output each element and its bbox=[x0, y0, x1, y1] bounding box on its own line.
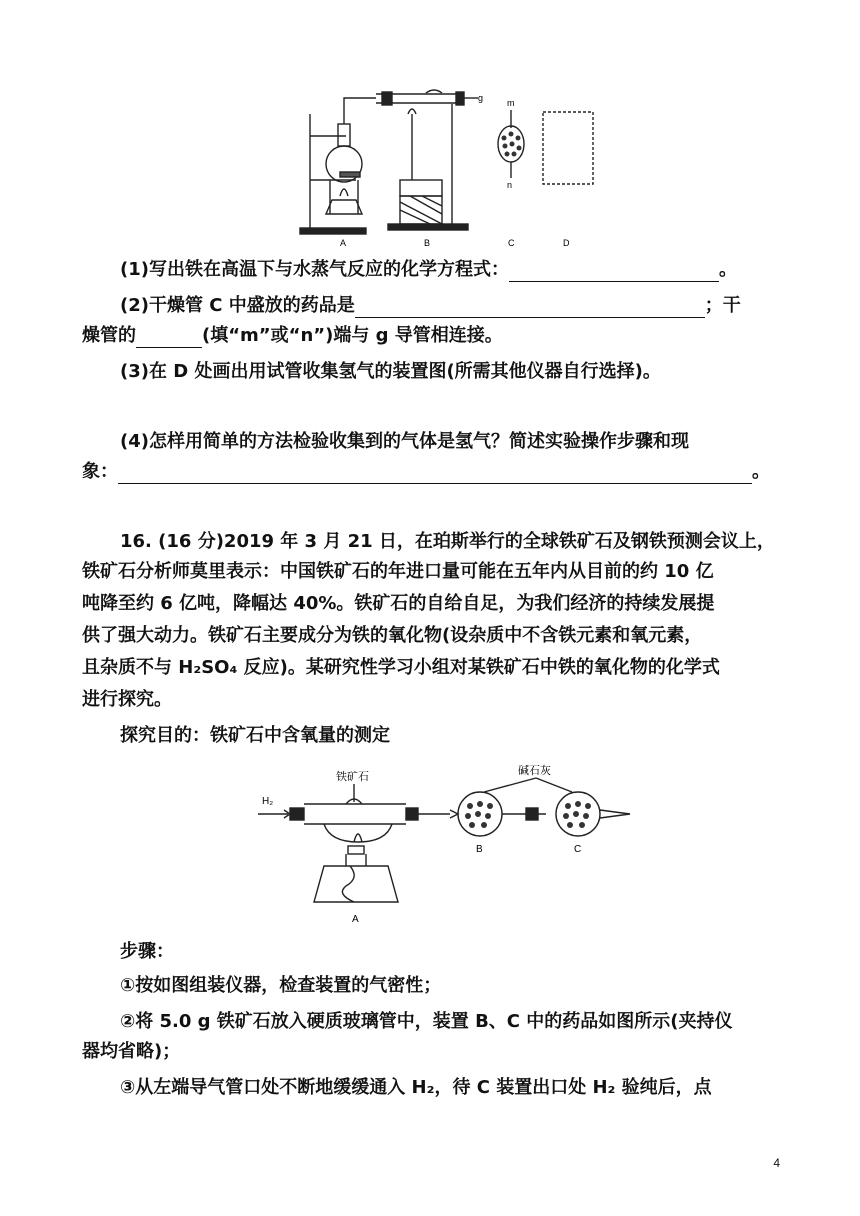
apparatus-figure-2 bbox=[254, 762, 634, 928]
fig2-label-c: C bbox=[574, 844, 582, 855]
q16-line-5: 且杂质不与 H₂SO₄ 反应)。某研究性学习小组对某铁矿石中铁的氧化物的化学式 bbox=[82, 657, 720, 678]
step-1: ①按如图组装仪器，检查装置的气密性； bbox=[120, 975, 442, 996]
answer-blank-1[interactable] bbox=[509, 261, 719, 282]
apparatus-figure-1 bbox=[296, 84, 606, 250]
q16-line-6: 进行探究。 bbox=[82, 689, 172, 710]
fig1-label-b: B bbox=[424, 238, 431, 248]
q16-line-3: 吨降至约 6 亿吨，降幅达 40%。铁矿石的自给自足，为我们经济的持续发展提 bbox=[82, 593, 715, 614]
answer-blank-2a[interactable] bbox=[355, 297, 705, 318]
fig1-label-g: g bbox=[478, 93, 484, 103]
step-3: ③从左端导气管口处不断地缓缓通入 H₂，待 C 装置出口处 H₂ 验纯后，点 bbox=[120, 1077, 712, 1098]
fig2-label-h2: H₂ bbox=[262, 796, 274, 807]
fig1-label-n: n bbox=[507, 180, 513, 190]
fig2-label-b: B bbox=[476, 844, 483, 855]
step-2-line-1: ②将 5.0 g 铁矿石放入硬质玻璃管中，装置 B、C 中的药品如图所示(夹持仪 bbox=[120, 1011, 733, 1032]
steps-title: 步骤： bbox=[120, 941, 174, 962]
question-4-line-2: 象： 。 bbox=[82, 461, 770, 482]
fig1-label-m: m bbox=[507, 98, 515, 108]
question-2-line-1: (2)干燥管 C 中盛放的药品是 ；干 bbox=[120, 295, 741, 316]
answer-blank-4[interactable] bbox=[118, 463, 752, 484]
q16-line-2: 铁矿石分析师莫里表示：中国铁矿石的年进口量可能在五年内从目前的约 10 亿 bbox=[82, 561, 714, 582]
answer-blank-2b[interactable] bbox=[136, 327, 202, 348]
q16-line-1: 16. (16 分)2019 年 3 月 21 日，在珀斯举行的全球铁矿石及钢铁预测会议上， bbox=[120, 531, 775, 552]
fig2-label-ore: 铁矿石 bbox=[336, 771, 369, 783]
q16-line-4: 供了强大动力。铁矿石主要成分为铁的氧化物(设杂质中不含铁元素和氧元素， bbox=[82, 625, 703, 646]
question-1: (1)写出铁在高温下与水蒸气反应的化学方程式： 。 bbox=[120, 259, 737, 280]
question-2-line-2: 燥管的 (填“m”或“n”)端与 g 导管相连接。 bbox=[82, 325, 503, 346]
fig2-label-a: A bbox=[352, 914, 359, 925]
q16-purpose: 探究目的：铁矿石中含氧量的测定 bbox=[120, 725, 390, 746]
fig1-label-c: C bbox=[508, 238, 515, 248]
fig2-label-soda-lime: 碱石灰 bbox=[518, 765, 551, 777]
fig1-label-a: A bbox=[340, 238, 347, 248]
page-number: 4 bbox=[773, 1156, 780, 1170]
question-3: (3)在 D 处画出用试管收集氢气的装置图(所需其他仪器自行选择)。 bbox=[120, 361, 661, 382]
step-2-line-2: 器均省略)； bbox=[82, 1041, 181, 1062]
question-4-line-1: (4)怎样用简单的方法检验收集到的气体是氢气？简述实验操作步骤和现 bbox=[120, 431, 689, 452]
fig1-label-d: D bbox=[563, 238, 570, 248]
